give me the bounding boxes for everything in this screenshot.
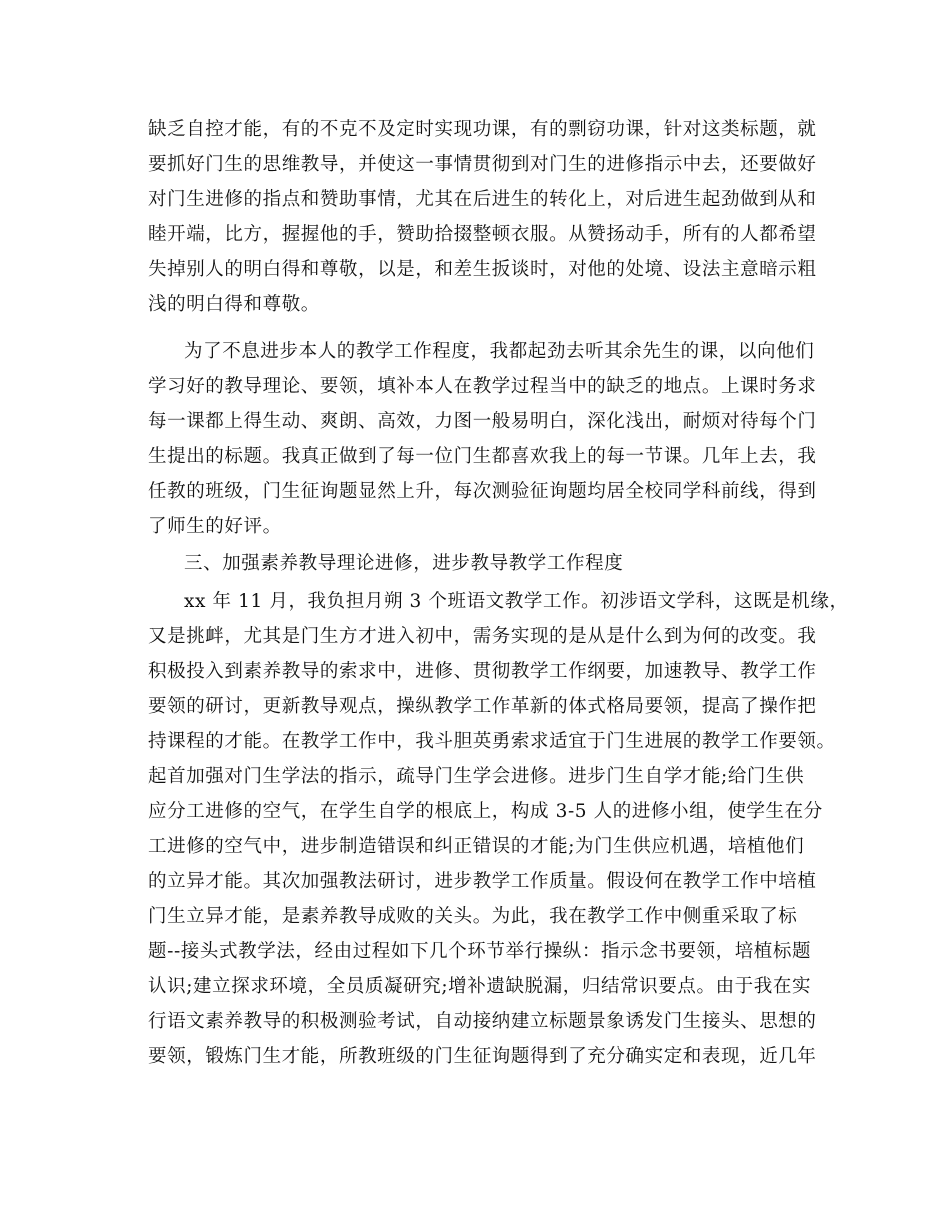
text-line: 持课程的才能。在教学工作中，我斗胆英勇索求适宜于门生进展的教学工作要领。 xyxy=(148,731,836,752)
text-line: 任教的班级，门生征询题显然上升，每次测验征询题均居全校同学科前线，得到 xyxy=(148,481,817,502)
text-line: 了师生的好评。 xyxy=(148,516,282,537)
text-line: 睦开端，比方，握握他的手，赞助拾掇整顿衣服。从赞扬动手，所有的人都希望 xyxy=(148,224,817,245)
text-line: 要抓好门生的思维教导，并使这一事情贯彻到对门生的进修指示中去，还要做好 xyxy=(148,154,817,175)
text-line: 门生立异才能，是素养教导成败的关头。为此，我在教学工作中侧重采取了标 xyxy=(148,906,798,927)
text-line: 对门生进修的指点和赞助事情，尤其在后进生的转化上，对后进生起劲做到从和 xyxy=(148,189,817,210)
paragraph-first-line: xx 年 11 月，我负担月朔 3 个班语文教学工作。初涉语文学科，这既是机缘， xyxy=(184,591,849,612)
text-line: 每一课都上得生动、爽朗、高效，力图一般易明白，深化浅出，耐烦对待每个门 xyxy=(148,411,817,432)
text-line: 要领，锻炼门生才能，所教班级的门生征询题得到了充分确实定和表现，近几年 xyxy=(148,1046,817,1067)
text-line: 积极投入到素养教导的索求中，进修、贯彻教学工作纲要，加速教导、教学工作 xyxy=(148,661,817,682)
text-line: 工进修的空气中，进步制造错误和纠正错误的才能;为门生供应机遇，培植他们 xyxy=(148,836,805,857)
text-line: 失掉别人的明白得和尊敬，以是，和差生扳谈时，对他的处境、设法主意暗示粗 xyxy=(148,259,817,280)
text-line: 起首加强对门生学法的指示，疏导门生学会进修。进步门生自学才能;给门生供 xyxy=(148,766,805,787)
section-heading: 三、加强素养教导理论进修，进步教导教学工作程度 xyxy=(184,553,624,574)
text-line: 浅的明白得和尊敬。 xyxy=(148,294,320,315)
text-line: 又是挑衅，尤其是门生方才进入初中，需务实现的是从是什么到为何的改变。我 xyxy=(148,626,817,647)
text-line: 要领的研讨，更新教导观点，操纵教学工作革新的体式格局要领，提高了操作把 xyxy=(148,696,817,717)
text-line: 缺乏自控才能，有的不克不及定时实现功课，有的剽窃功课，针对这类标题，就 xyxy=(148,119,817,140)
text-line: 认识;建立探求环境，全员质凝研究;增补遗缺脱漏，归结常识要点。由于我在实 xyxy=(148,976,812,997)
text-line: 生提出的标题。我真正做到了每一位门生都喜欢我上的每一节课。几年上去，我 xyxy=(148,446,817,467)
text-line: 学习好的教导理论、要领，填补本人在教学过程当中的缺乏的地点。上课时务求 xyxy=(148,376,817,397)
text-line: 应分工进修的空气，在学生自学的根底上，构成 3-5 人的进修小组，使学生在分 xyxy=(148,801,823,822)
text-line: 行语文素养教导的积极测验考试，自动接纳建立标题景象诱发门生接头、思想的 xyxy=(148,1011,817,1032)
text-line: 题--接头式教学法，经由过程如下几个环节举行操纵：指示念书要领，培植标题 xyxy=(148,941,812,962)
paragraph-first-line: 为了不息进步本人的教学工作程度，我都起劲去听其余先生的课，以向他们 xyxy=(184,341,815,362)
text-line: 的立异才能。其次加强教法研讨，进步教学工作质量。假设何在教学工作中培植 xyxy=(148,871,817,892)
